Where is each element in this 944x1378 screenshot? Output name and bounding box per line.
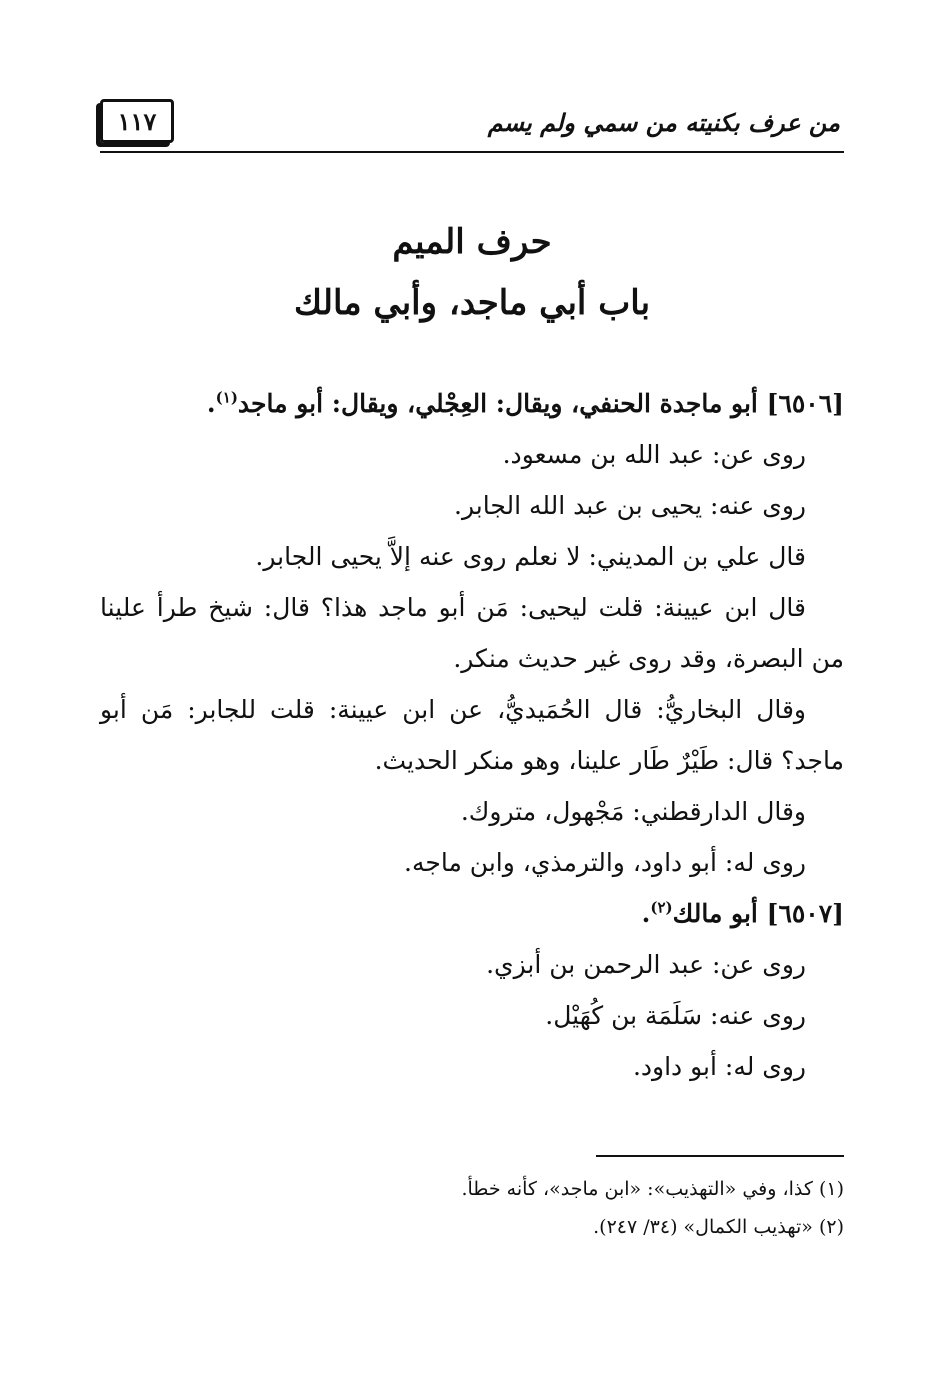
letter-heading: حرف الميم: [392, 222, 552, 262]
footnote-rule: [596, 1155, 844, 1157]
entry-line: روى عن: عبد الله بن مسعود.: [502, 440, 806, 469]
chapter-heading: باب أبي ماجد، وأبي مالك: [293, 283, 651, 323]
body-text: [100, 378, 844, 1092]
entry-heading: [100, 888, 844, 939]
entry-line: قال ابن عيينة: قلت ليحيى: مَن أبو ماجد هذا؟ قال: شيخ طرأ علينا من البصرة، وقد روى غير حديث منكر.: [100, 593, 844, 673]
entry-line: قال علي بن المديني: لا نعلم روى عنه إلاَّ يحيى الجابر.: [255, 542, 806, 571]
page-number-text: ١١٧: [117, 106, 157, 136]
entry-line: روى له: أبو داود، والترمذي، وابن ماجه.: [404, 848, 806, 877]
entry-number: [٦٥٠٦]: [766, 389, 844, 418]
running-title: من عرف بكنيته من سمي ولم يسم: [487, 108, 840, 137]
entry-end: .: [641, 899, 651, 928]
footnote: (١) كذا، وفي «التهذيب»: «ابن ماجد»، كأنه خطأ.: [461, 1178, 844, 1200]
entry-line: روى عنه: سَلَمَة بن كُهَيْل.: [545, 1001, 806, 1030]
entry-heading: [100, 378, 844, 429]
footnote-mark: (١): [215, 388, 238, 407]
page-number: [100, 99, 174, 143]
footnotes: [100, 1170, 844, 1246]
footnote: (٢) «تهذيب الكمال» (٣٤/ ٢٤٧).: [593, 1216, 844, 1238]
footnote-mark: (٢): [650, 898, 673, 917]
entry-line: وقال البخاريُّ: قال الحُمَيديُّ، عن ابن عيينة: قلت للجابر: مَن أبو ماجد؟ قال: طَيْرٌ طَار علينا، وهو منكر الحديث.: [100, 695, 844, 775]
entry-line: وقال الدارقطني: مَجْهول، متروك.: [460, 797, 806, 826]
entry-title: أبو ماجدة الحنفي، ويقال: العِجْلي، ويقال: أبو ماجد: [237, 389, 758, 418]
entry-line: روى له: أبو داود.: [632, 1052, 806, 1081]
entry-title: أبو مالك: [672, 899, 758, 928]
entry-line: روى عنه: يحيى بن عبد الله الجابر.: [454, 491, 806, 520]
entry-line: روى عن: عبد الرحمن بن أبزي.: [486, 950, 806, 979]
entry-end: .: [206, 389, 216, 418]
header-rule: [100, 151, 844, 153]
entry-number: [٦٥٠٧]: [766, 899, 844, 928]
